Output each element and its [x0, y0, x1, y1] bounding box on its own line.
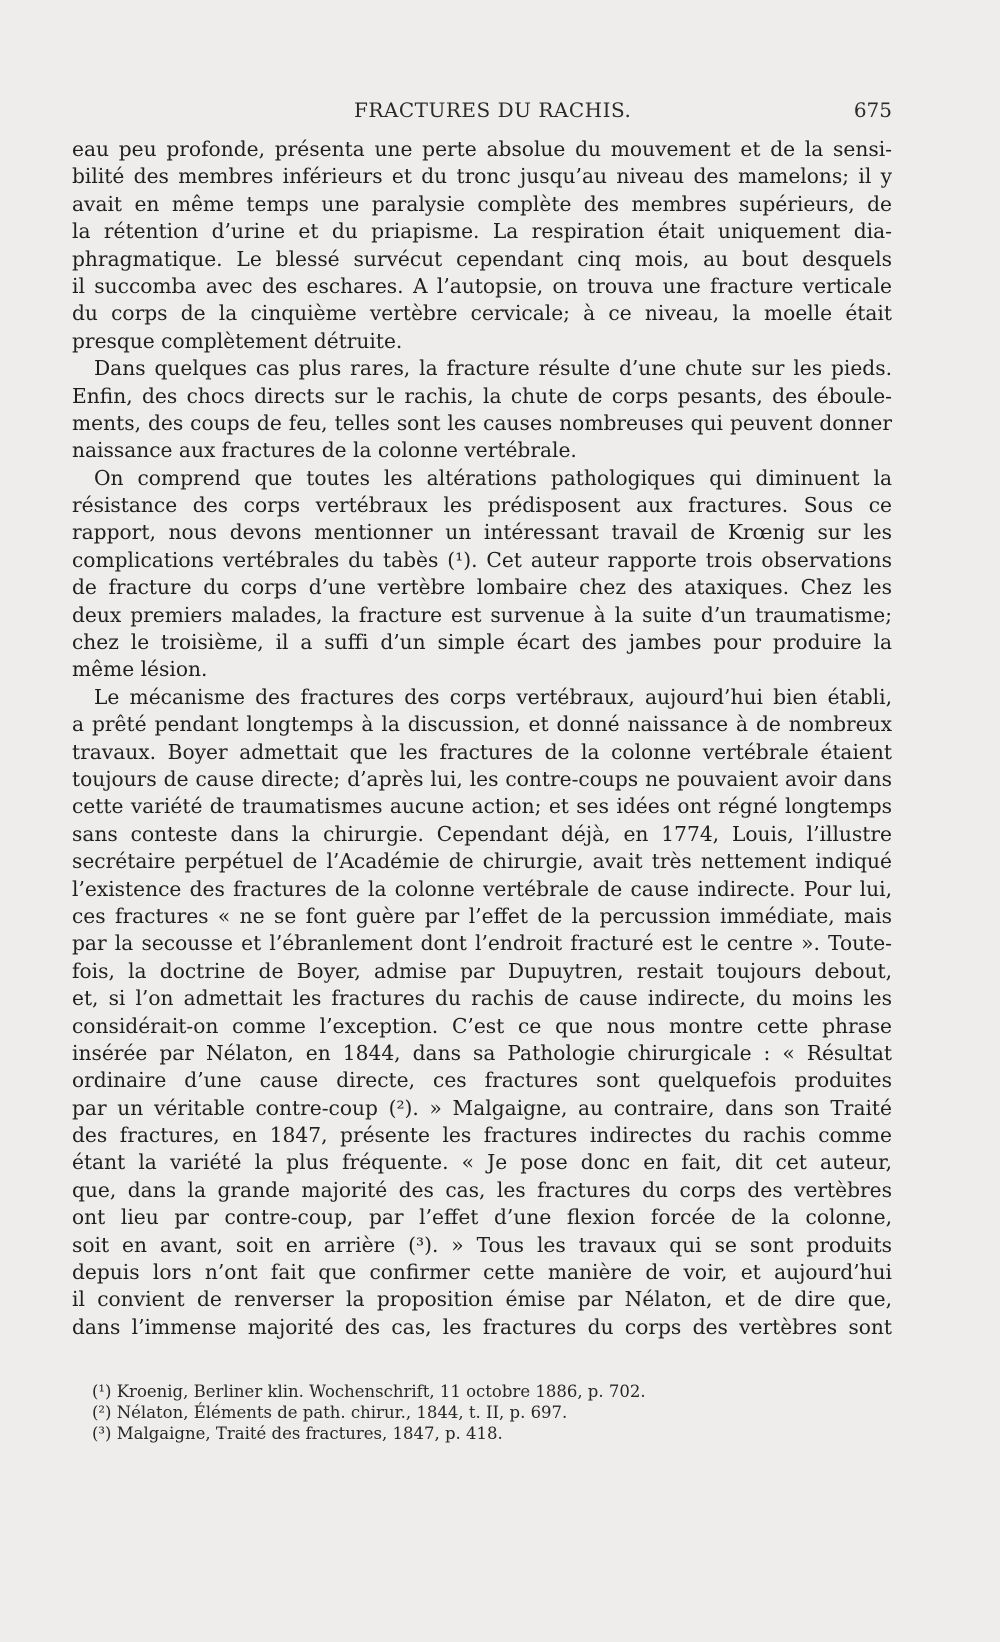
- text-line: phragmatique. Le blessé survécut cependant cinq mois, au bout desquels: [72, 246, 892, 271]
- text-line: et, si l’on admettait les fractures du rachis de cause indirecte, du moins les: [72, 986, 892, 1011]
- text-line: dans l’immense majorité des cas, les fractures du corps des vertèbres sont: [72, 1314, 892, 1339]
- text-line: secrétaire perpétuel de l’Académie de chirurgie, avait très nettement indiqué: [72, 849, 892, 874]
- text-line: par la secousse et l’ébranlement dont l’endroit fracturé est le centre ». Toute-: [72, 931, 892, 956]
- text-line: soit en avant, soit en arrière (³). » Tous les travaux qui se sont produits: [72, 1232, 892, 1257]
- text-line: il succomba avec des eschares. A l’autopsie, on trouva une fracture verticale: [72, 273, 892, 298]
- text-line: rapport, nous devons mentionner un intéressant travail de Krœnig sur les: [72, 520, 892, 545]
- text-line: ments, des coups de feu, telles sont les causes nombreuses qui peuvent donner: [72, 410, 892, 435]
- text-line: des fractures, en 1847, présente les fractures indirectes du rachis comme: [72, 1123, 892, 1148]
- text-line: de fracture du corps d’une vertèbre lombaire chez des ataxiques. Chez les: [72, 575, 892, 600]
- footnotes: [92, 1381, 872, 1444]
- text-line: considérait-on comme l’exception. C’est ce que nous montre cette phrase: [72, 1013, 892, 1038]
- footnote-1: (¹) Kroenig, Berliner klin. Wochenschrift, 11 octobre 1886, p. 702.: [92, 1382, 646, 1401]
- text-line: par un véritable contre-coup (²). » Malgaigne, au contraire, dans son Traité: [72, 1095, 892, 1120]
- text-line: chez le troisième, il a suffi d’un simple écart des jambes pour produire la: [72, 630, 892, 655]
- text-line: toujours de cause directe; d’après lui, les contre-coups ne pouvaient avoir dans: [72, 766, 892, 791]
- text-line: bilité des membres inférieurs et du tronc jusqu’au niveau des mamelons; il y: [72, 164, 892, 189]
- text-line: même lésion.: [72, 657, 208, 682]
- running-title: FRACTURES DU RACHIS.: [354, 98, 632, 122]
- text-line: du corps de la cinquième vertèbre cervicale; à ce niveau, la moelle était: [72, 301, 892, 326]
- text-line: travaux. Boyer admettait que les fractures de la colonne vertébrale étaient: [72, 739, 892, 764]
- text-line: résistance des corps vertébraux les prédisposent aux fractures. Sous ce: [72, 493, 892, 518]
- text-line: Le mécanisme des fractures des corps vertébraux, aujourd’hui bien établi,: [94, 684, 892, 709]
- text-line: depuis lors n’ont fait que confirmer cette manière de voir, et aujourd’hui: [72, 1260, 892, 1285]
- text-line: que, dans la grande majorité des cas, les fractures du corps des vertèbres: [72, 1177, 892, 1202]
- text-line: naissance aux fractures de la colonne vertébrale.: [72, 438, 577, 463]
- text-line: ordinaire d’une cause directe, ces fractures sont quelquefois produites: [72, 1068, 892, 1093]
- text-line: sans conteste dans la chirurgie. Cependant déjà, en 1774, Louis, l’illustre: [72, 821, 892, 846]
- page-header: [72, 98, 892, 128]
- text-line: avait en même temps une paralysie complète des membres supérieurs, de: [72, 191, 892, 216]
- text-line: Enfin, des chocs directs sur le rachis, la chute de corps pesants, des éboule-: [72, 383, 892, 408]
- text-line: presque complètement détruite.: [72, 328, 403, 353]
- text-line: la rétention d’urine et du priapisme. La respiration était uniquement dia-: [72, 219, 892, 244]
- footnote-3: (³) Malgaigne, Traité des fractures, 1847, p. 418.: [92, 1424, 503, 1443]
- text-line: ont lieu par contre-coup, par l’effet d’une flexion forcée de la colonne,: [72, 1205, 892, 1230]
- text-line: On comprend que toutes les altérations pathologiques qui diminuent la: [94, 465, 892, 490]
- text-line: ces fractures « ne se font guère par l’effet de la percussion immédiate, mais: [72, 903, 892, 928]
- text-line: cette variété de traumatismes aucune action; et ses idées ont régné longtemps: [72, 794, 892, 819]
- footnote-2: (²) Nélaton, Éléments de path. chirur., 1844, t. II, p. 697.: [92, 1403, 568, 1422]
- text-line: il convient de renverser la proposition émise par Nélaton, et de dire que,: [72, 1287, 892, 1312]
- text-line: fois, la doctrine de Boyer, admise par Dupuytren, restait toujours debout,: [72, 958, 892, 983]
- text-line: Dans quelques cas plus rares, la fracture résulte d’une chute sur les pieds.: [94, 356, 892, 381]
- page-number: 675: [853, 98, 892, 122]
- text-line: insérée par Nélaton, en 1844, dans sa Pathologie chirurgicale : « Résultat: [72, 1040, 892, 1065]
- text-line: étant la variété la plus fréquente. « Je pose donc en fait, dit cet auteur,: [72, 1150, 892, 1175]
- body-text: [72, 136, 892, 1341]
- text-line: complications vertébrales du tabès (¹). Cet auteur rapporte trois observations: [72, 547, 892, 572]
- text-line: l’existence des fractures de la colonne vertébrale de cause indirecte. Pour lui,: [72, 876, 892, 901]
- text-line: eau peu profonde, présenta une perte absolue du mouvement et de la sensi-: [72, 137, 892, 161]
- text-line: a prêté pendant longtemps à la discussion, et donné naissance à de nombreux: [72, 712, 892, 737]
- text-line: deux premiers malades, la fracture est survenue à la suite d’un traumatisme;: [72, 602, 892, 627]
